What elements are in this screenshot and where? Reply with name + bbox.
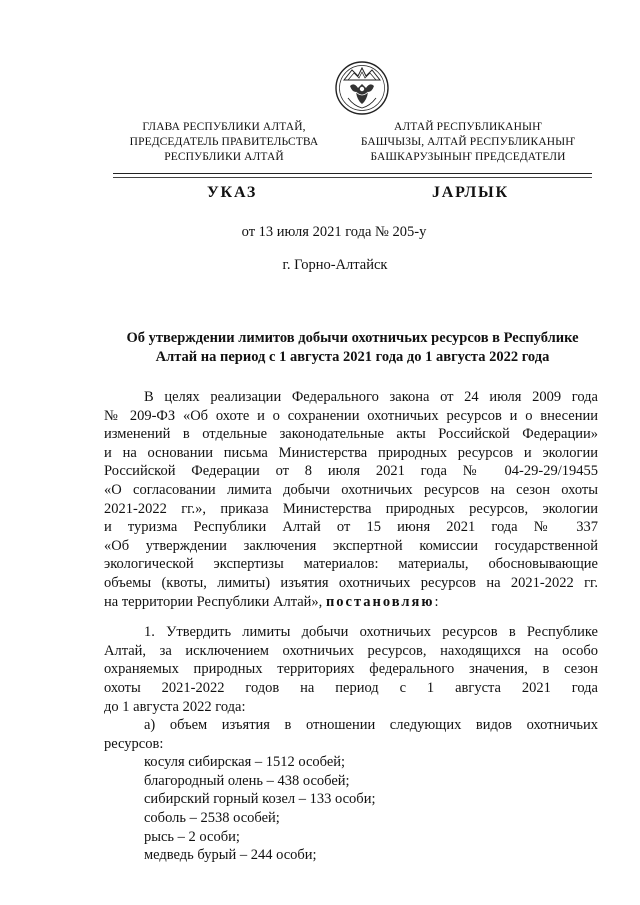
preamble-line: В целях реализации Федерального закона от 24 июля 2009 года [144, 389, 598, 405]
item-1-paragraph [104, 623, 598, 716]
species-list-item: косуля сибирская – 1512 особей; [144, 754, 346, 771]
header-left-line: ГЛАВА РЕСПУБЛИКИ АЛТАЙ, [142, 121, 306, 133]
preamble-line: Российской Федерации от 8 июля 2021 года № 04-29-29/19455 [104, 463, 598, 480]
header-right-line: АЛТАЙ РЕСПУБЛИКАНЫҤ [394, 121, 542, 133]
species-list-item: соболь – 2538 особей; [144, 810, 280, 827]
preamble-line: экологической экспертизы материалов: материалы, обосновывающие [104, 556, 598, 573]
item-1-line: охоты 2021-2022 годов на период с 1 августа 2021 года [104, 679, 598, 696]
preamble-line: № 209-ФЗ «Об охоте и о сохранении охотничьих ресурсов и о внесении [104, 407, 598, 424]
item-1-line: охраняемых природных территориях федерального значения, в сезон [104, 661, 598, 678]
preamble-line: 2021-2022 гг.», приказа Министерства природных ресурсов, экологии [104, 500, 598, 517]
header-divider-thin [113, 177, 592, 178]
species-list-item: медведь бурый – 244 особи; [144, 847, 317, 864]
title-line: Об утверждении лимитов добычи охотничьих ресурсов в Республике [126, 330, 579, 346]
header-left-line: РЕСПУБЛИКИ АЛТАЙ [164, 151, 284, 163]
preamble-line: объемы (квоты, лимиты) изъятия охотничьих ресурсов на 2021-2022 гг. [104, 574, 598, 591]
preamble-line: «Об утверждении заключения экспертной комиссии государственной [104, 537, 598, 554]
subitem-a-line: ресурсов: [104, 735, 164, 752]
decree-city: г. Горно-Алтайск [282, 257, 388, 273]
document-body [104, 388, 598, 865]
preamble-line: и туризма Республики Алтай от 15 июня 2021 года № 337 [104, 519, 598, 536]
preamble-line: изменений в отдельные законодательные акты Российской Федерации» [104, 426, 598, 443]
species-list-item: благородный олень – 438 особей; [144, 772, 350, 789]
doc-type-altai: ЈАРЛЫК [432, 184, 509, 201]
decree-colon: : [434, 593, 439, 610]
header-right-line: БАШКАРУЗЫНЫҤ ПРЕДСЕДАТЕЛИ [370, 151, 566, 163]
preamble-line: и на основании письма Министерства природных ресурсов и экологии [104, 444, 598, 461]
header-divider-thick [113, 173, 592, 174]
species-list [104, 753, 598, 865]
preamble-line: «О согласовании лимита добычи охотничьих ресурсов на сезон охоты [104, 481, 598, 498]
preamble-last-line [104, 593, 598, 612]
doc-type-russian: УКАЗ [207, 184, 258, 201]
subitem-a-paragraph [104, 716, 598, 753]
subitem-a-line: а) объем изъятия в отношении следующих видов охотничьих [144, 717, 598, 734]
header-left-block [126, 120, 322, 165]
preamble-paragraph [104, 388, 598, 611]
item-1-line: Алтай, за исключением охотничьих ресурсов, находящихся на особо [104, 642, 598, 659]
coat-of-arms-emblem-icon [334, 58, 390, 118]
header-left-line: ПРЕДСЕДАТЕЛЬ ПРАВИТЕЛЬСТВА [129, 136, 319, 148]
header-right-block [356, 120, 580, 165]
document-title [113, 329, 592, 367]
title-line: Алтай на период с 1 августа 2021 года до 1 августа 2022 года [155, 349, 550, 365]
item-1-line: до 1 августа 2022 года: [104, 698, 246, 715]
preamble-line: на территории Республики Алтай», [104, 593, 323, 610]
header-right-line: БАШЧЫЗЫ, АЛТАЙ РЕСПУБЛИКАНЫҤ [360, 136, 576, 148]
species-list-item: рысь – 2 особи; [144, 828, 240, 845]
item-1-line: 1. Утвердить лимиты добычи охотничьих ресурсов в Республике [144, 624, 598, 641]
decree-word: постановляю [325, 593, 435, 610]
decree-date-number: от 13 июля 2021 года № 205-у [241, 224, 427, 240]
species-list-item: сибирский горный козел – 133 особи; [144, 791, 376, 808]
